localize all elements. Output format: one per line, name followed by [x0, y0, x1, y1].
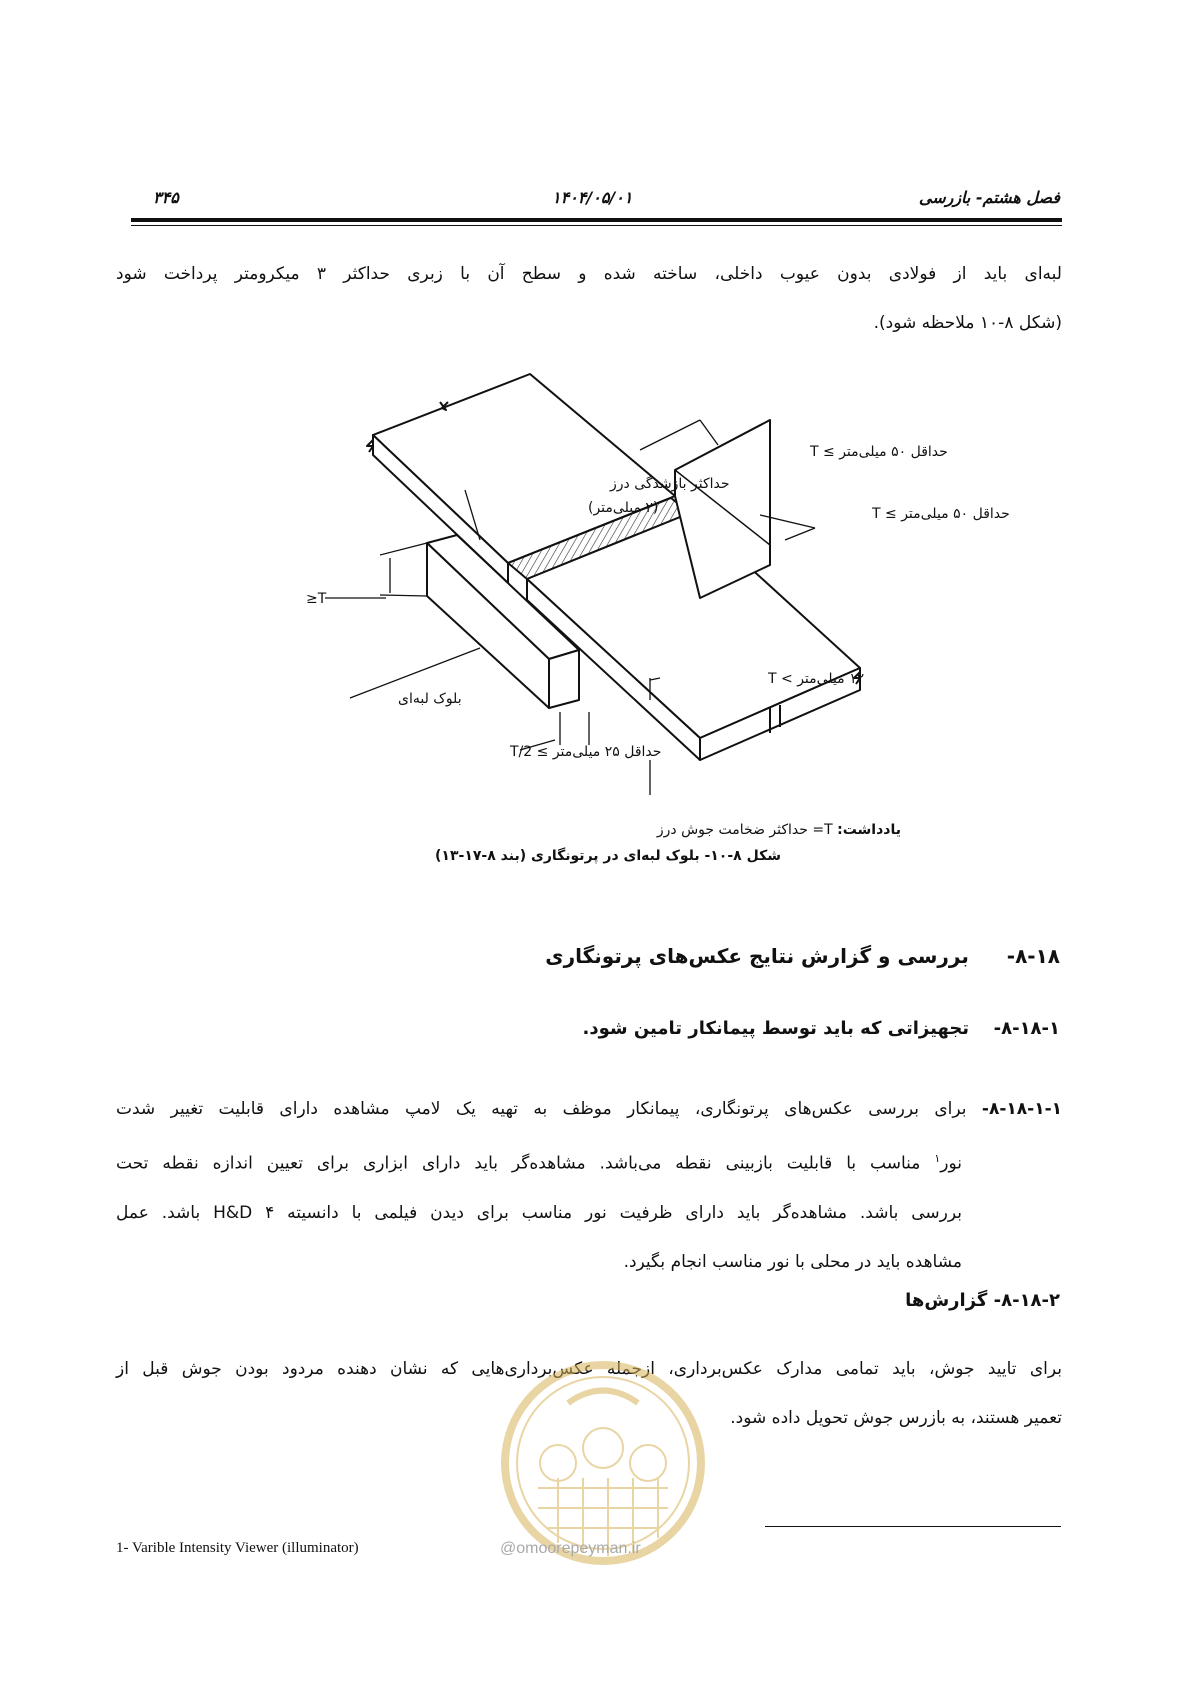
label-max-mismatch-2: (۲ میلی‌متر) [588, 500, 659, 516]
figure-caption: شکل ۸-۱۰- بلوک لبه‌ای در پرتونگاری (بند ۸-۱۷-۱۳) [435, 848, 781, 864]
label-min50-top: حداقل ۵۰ میلی‌متر ≥ T [810, 444, 948, 460]
section-18-number: ۸-۱۸- [1006, 944, 1060, 968]
section-18-title: بررسی و گزارش نتایج عکس‌های پرتونگاری [545, 944, 969, 968]
footnote-ref: ۱ [934, 1152, 941, 1165]
section-18-2-line-2: تعمیر هستند، به بازرس جوش تحویل داده شود. [730, 1408, 1062, 1428]
label-min25: حداقل ۲۵ میلی‌متر ≥ T/2 [510, 744, 662, 760]
figure-note [657, 822, 901, 838]
watermark-text: @omoorepeyman.ir [500, 1540, 641, 1557]
page-number: ۳۴۵ [153, 188, 179, 207]
label-min50-right: حداقل ۵۰ میلی‌متر ≥ T [872, 506, 1010, 522]
section-18-1-1-line-2 [116, 1134, 962, 1189]
section-18-1-1-line-2-pre: نور [940, 1153, 962, 1174]
section-18-1-1-paragraph [116, 1085, 1062, 1134]
section-18-1-1-line-1 [116, 1085, 1062, 1134]
label-edge-block: بلوک لبه‌ای [398, 691, 462, 707]
label-ge-t: ≥T [306, 591, 327, 607]
footnote-text: 1- Varible Intensity Viewer (illuminator) [116, 1540, 359, 1556]
section-18-1-heading [583, 1018, 1060, 1039]
section-18-2-line-1: برای تایید جوش، باید تمامی مدارک عکس‌برداری، ازجمله عکس‌برداری‌هایی که نشان دهنده مردود بودن جوش قبل از [116, 1359, 1062, 1379]
intro-paragraph [116, 250, 1062, 348]
watermark-seal [498, 1358, 708, 1568]
edge-block-figure [280, 345, 1010, 825]
section-18-1-1-line-1-text: برای بررسی عکس‌های پرتونگاری، پیمانکار موظف به تهیه یک لامپ مشاهده دارای قابلیت تغییر شدت [116, 1099, 967, 1119]
chapter-title: فصل هشتم- بازرسی [918, 188, 1060, 207]
header-date: ۱۴۰۴/۰۵/۰۱ [552, 188, 633, 207]
intro-line-1: لبه‌ای باید از فولادی بدون عیوب داخلی، ساخته شده و سطح آن با زبری حداکثر ۳ میکرومتر پرداخت شود [116, 264, 1062, 284]
header-rule-thin [131, 225, 1062, 226]
footnote-rule [765, 1526, 1061, 1527]
section-18-heading [545, 944, 1060, 968]
section-18-1-1-line-3: بررسی باشد. مشاهده‌گر باید دارای ظرفیت نور مناسب برای دیدن فیلمی با دانسیته H&D ۴ باشد. عمل [116, 1202, 962, 1223]
edge-block-end [549, 650, 579, 708]
section-18-1-title: تجهیزاتی که باید توسط پیمانکار تامین شود. [582, 1018, 970, 1039]
section-18-2-heading: ۸-۱۸-۲- گزارش‌ها [905, 1290, 1060, 1311]
figure-note-text: T= حداکثر ضخامت جوش درز [656, 822, 838, 838]
section-18-1-1-line-2-post: مناسب با قابلیت بازبینی نقطه می‌باشد. مشاهده‌گر باید دارای ابزاری برای تعیین اندازه نقطه تحت [116, 1153, 935, 1174]
label-t-lt-12: ۱۲ میلی‌متر > T [768, 671, 865, 687]
section-18-1-1-number: ۸-۱۸-۱-۱- [981, 1099, 1062, 1119]
figure-note-label: یادداشت: [837, 822, 901, 838]
section-18-1-1-continuation [116, 1134, 962, 1287]
intro-line-2: (شکل ۸-۱۰ ملاحظه شود). [873, 313, 1062, 333]
header-rule-thick [131, 218, 1062, 222]
section-18-1-1-line-4: مشاهده باید در محلی با نور مناسب انجام بگیرد. [623, 1251, 962, 1272]
label-max-mismatch-1: حداکثر بازشدگی درز [610, 476, 730, 492]
section-18-1-number: ۸-۱۸-۱- [993, 1018, 1060, 1039]
